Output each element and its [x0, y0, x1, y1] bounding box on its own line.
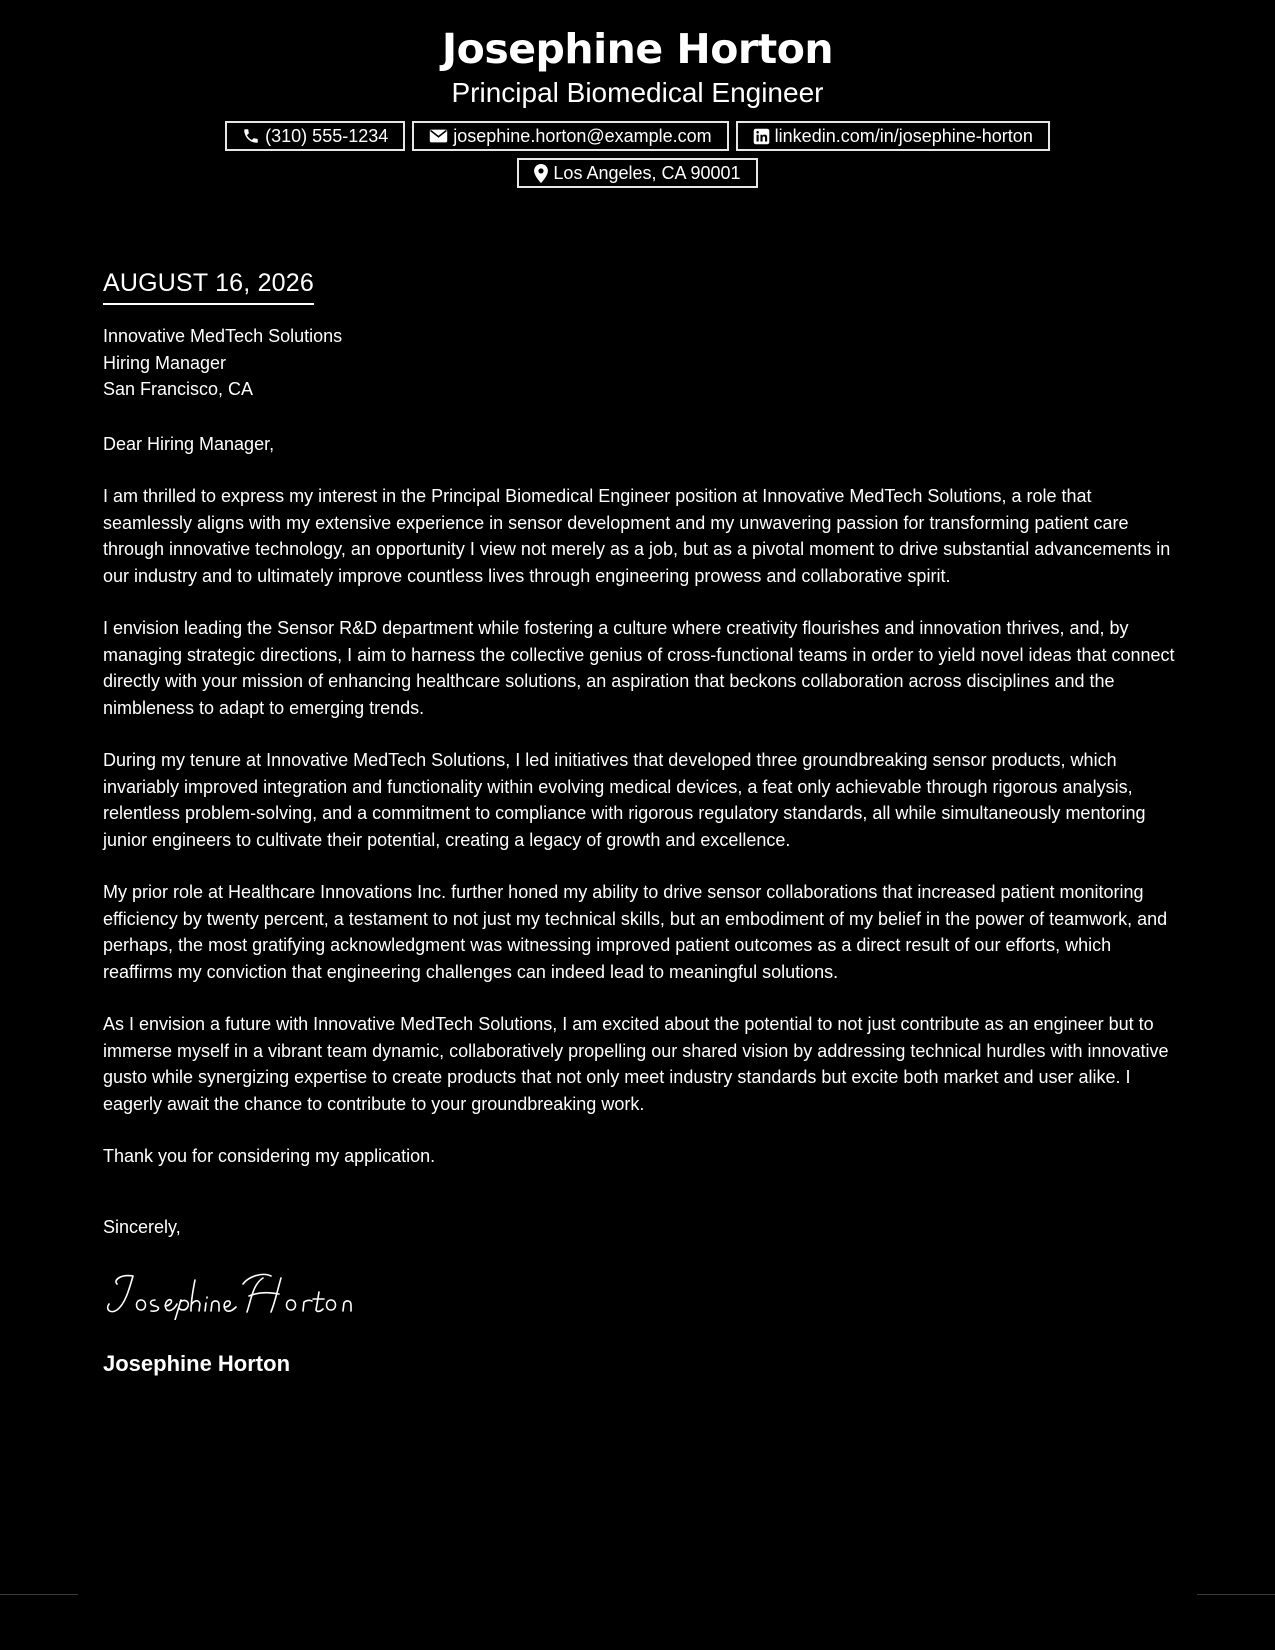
body-paragraph-2: I envision leading the Sensor R&D department while fostering a culture where creativity flourishes and innovation thrives, and, by managing strategic directions, I aim to harness the collective genius of cross-functional teams in order to yield novel ideas that connect directly with your mission of enhancing healthcare solutions, an aspiration that beckons collaboration across disciplines and the nimbleness to adapt to emerging trends.: [103, 618, 1175, 718]
phone-icon: [242, 127, 260, 145]
sign-off: Sincerely,: [103, 1216, 181, 1237]
letter-body: [103, 266, 1178, 1378]
closing-line: Thank you for considering my application.: [103, 1146, 436, 1166]
body-paragraph-5: As I envision a future with Innovative MedTech Solutions, I am excited about the potential to not just contribute as an engineer but to immerse myself in a vibrant team dynamic, collaboratively propelling our shared vision by addressing technical hurdles with innovative gusto while synergizing expertise to create products that not only meet industry standards but excite both market and user alike. I eagerly await the chance to contribute to your groundbreaking work.: [103, 1014, 1169, 1114]
handwritten-signature: [103, 1270, 373, 1320]
body-paragraph-1: I am thrilled to express my interest in the Principal Biomedical Engineer position at Innovative MedTech Solutions, a role that seamlessly aligns with my extensive experience in sensor development and my unwavering passion for transforming patient care through innovative technology, an opportunity I view not merely as a job, but as a pivotal moment to drive substantial advancements in our industry and to ultimately improve countless lives through engineering prowess and collaborative spirit.: [103, 486, 1171, 586]
signer-name: Josephine Horton: [103, 1351, 291, 1376]
email-text: josephine.horton@example.com: [453, 126, 712, 146]
recipient-location: San Francisco, CA: [103, 379, 254, 399]
envelope-icon: [429, 128, 448, 144]
footer-rule-left: [0, 1594, 78, 1595]
linkedin-text: linkedin.com/in/josephine-horton: [774, 126, 1033, 146]
letter-header: [0, 22, 1275, 188]
body-paragraph-4: My prior role at Healthcare Innovations Inc. further honed my ability to drive sensor collaborations that increased patient monitoring efficiency by twenty percent, a testament to not just my technical skills, but an embodiment of my belief in the power of teamwork, and perhaps, the most gratifying acknowledgment was witnessing improved patient outcomes as a direct result of our efforts, which reaffirms my conviction that engineering challenges can indeed lead to meaningful solutions.: [103, 882, 1168, 982]
letter-date: AUGUST 16, 2026: [103, 266, 314, 305]
phone-contact[interactable]: [225, 121, 405, 151]
contact-row: [0, 121, 1275, 151]
location-text: Los Angeles, CA 90001: [553, 163, 741, 183]
contact-row-2: [0, 158, 1275, 188]
applicant-name: Josephine Horton: [441, 25, 834, 73]
recipient-contact: Hiring Manager: [103, 352, 227, 373]
phone-text: (310) 555-1234: [265, 126, 389, 146]
body-paragraph-3: During my tenure at Innovative MedTech Solutions, I led initiatives that developed three groundbreaking sensor products, which invariably improved integration and functionality within evolving medical devices, a feat only achievable through rigorous analysis, relentless problem-solving, and a commitment to compliance with rigorous regulatory standards, all while simultaneously mentoring junior engineers to cultivate their potential, creating a legacy of growth and excellence.: [103, 750, 1146, 850]
applicant-title: Principal Biomedical Engineer: [451, 77, 824, 108]
linkedin-contact[interactable]: [736, 121, 1050, 151]
salutation: Dear Hiring Manager,: [103, 433, 275, 454]
location-contact: [517, 158, 757, 188]
recipient-company: Innovative MedTech Solutions: [103, 326, 343, 346]
recipient-block: [103, 323, 1178, 403]
linkedin-icon: [753, 128, 770, 145]
footer-rule-right: [1197, 1594, 1275, 1595]
email-contact[interactable]: [412, 121, 728, 151]
map-pin-icon: [534, 164, 548, 183]
